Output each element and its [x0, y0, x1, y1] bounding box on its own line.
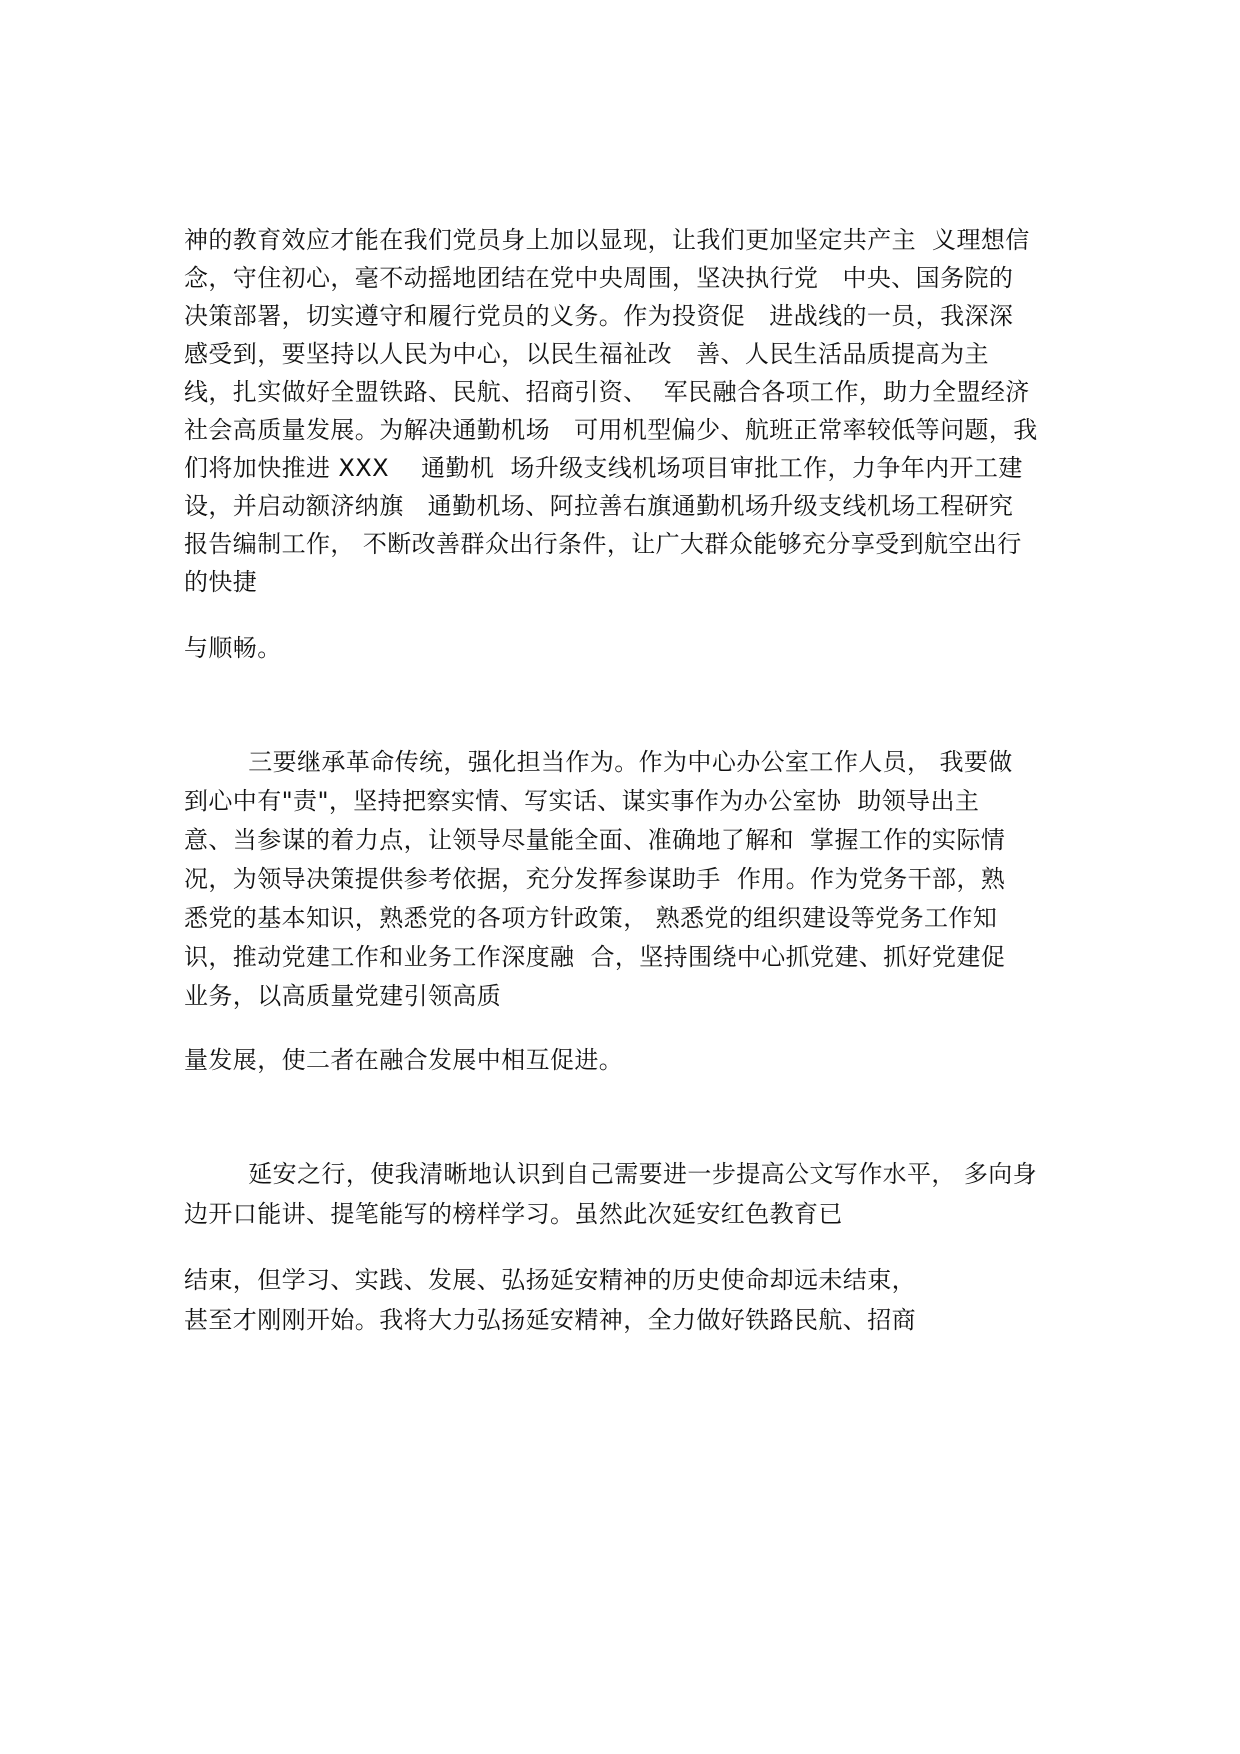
text-line: 念，守住初心，毫不动摇地团结在党中央周围，坚决执行党 中央、国务院的	[184, 264, 1014, 292]
text-line: 边开口能讲、提笔能写的榜样学习。虽然此次延安红色教育已	[184, 1200, 843, 1228]
text-line: 况，为领导决策提供参考依据，充分发挥参谋助手 作用。作为党务干部，熟	[184, 865, 1006, 893]
text-line: 报告编制工作， 不断改善群众出行条件，让广大群众能够充分享受到航空出行	[184, 530, 1022, 558]
text-line: 业务，以高质量党建引领高质	[184, 982, 502, 1010]
text-line: 们将加快推进 XXX 通勤机 场升级支线机场项目审批工作，力争年内开工建	[184, 454, 1023, 482]
text-line: 设，并启动额济纳旗 通勤机场、阿拉善右旗通勤机场升级支线机场工程研究	[184, 492, 1014, 520]
text-line: 意、当参谋的着力点，让领导尽量能全面、准确地了解和 掌握工作的实际情	[184, 826, 1006, 854]
text-line: 决策部署，切实遵守和履行党员的义务。作为投资促 进战线的一员，我深深	[184, 302, 1014, 330]
text-line: 与顺畅。	[184, 634, 282, 662]
text-line: 量发展，使二者在融合发展中相互促进。	[184, 1046, 624, 1074]
text-line: 延安之行，使我清晰地认识到自己需要进一步提高公文写作水平， 多向身	[184, 1160, 1038, 1188]
text-line: 感受到，要坚持以人民为中心，以民生福祉改 善、人民生活品质提高为主	[184, 340, 989, 368]
text-line: 到心中有"责"，坚持把察实情、写实话、谋实事作为办公室协 助领导出主	[184, 787, 980, 815]
text-line: 的快捷	[184, 568, 258, 596]
text-line: 线，扎实做好全盟铁路、民航、招商引资、 军民融合各项工作，助力全盟经济	[184, 378, 1030, 406]
text-line: 三要继承革命传统，强化担当作为。作为中心办公室工作人员， 我要做	[184, 748, 1013, 776]
text-line: 神的教育效应才能在我们党员身上加以显现，让我们更加坚定共产主 义理想信	[184, 226, 1030, 254]
text-line: 悉党的基本知识，熟悉党的各项方针政策， 熟悉党的组织建设等党务工作知	[184, 904, 998, 932]
text-line: 社会高质量发展。为解决通勤机场 可用机型偏少、航班正常率较低等问题，我	[184, 416, 1038, 444]
text-line: 结束，但学习、实践、发展、弘扬延安精神的历史使命却远未结束，	[184, 1266, 916, 1294]
text-line: 识，推动党建工作和业务工作深度融 合，坚持围绕中心抓党建、抓好党建促	[184, 943, 1006, 971]
text-line: 甚至才刚刚开始。我将大力弘扬延安精神，全力做好铁路民航、招商	[184, 1306, 916, 1334]
